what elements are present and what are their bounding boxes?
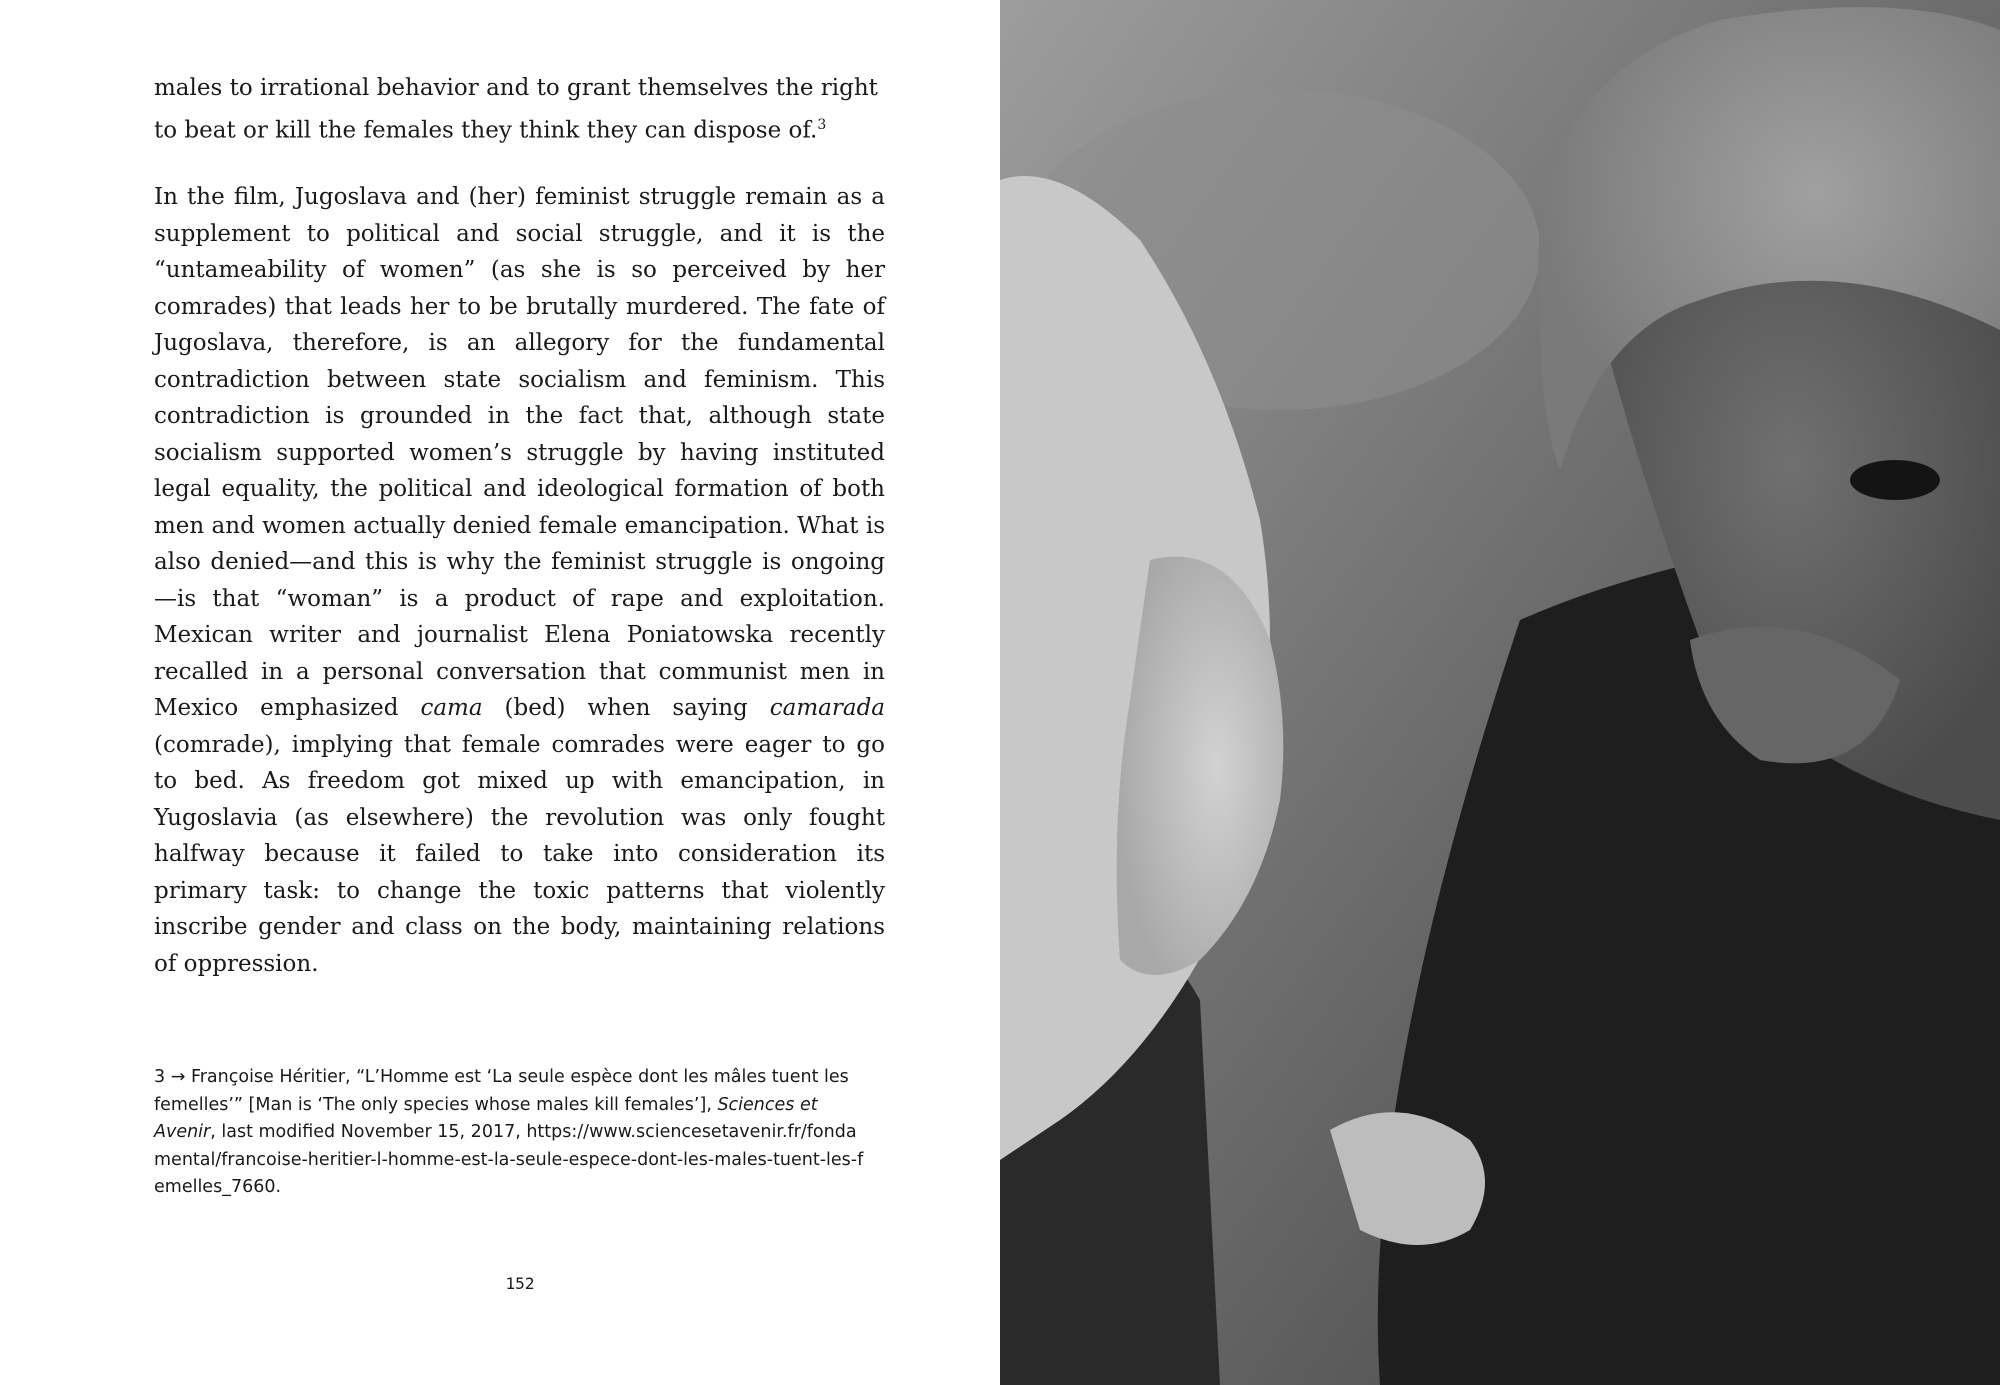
footnote-text-2: , last modified November 15, 2017, https://www.sciencesetavenir.fr/fondamental/francoise-heritier-l-homme-est-la-seule-espece-dont-les-males-tuent-les-femelles_7660.	[154, 1122, 864, 1197]
footnote-marker: 3 →	[154, 1067, 186, 1087]
paragraph-2-text-3: (comrade), implying that female comrades were eager to go to bed. As freedom got mixed up with emancipation, in Yugoslavia (as elsewhere) the revolution was only fought halfway because it failed to take into consideration its primary task: to change the toxic patterns that violently inscribe gender and class on the body, maintaining relations of oppression.	[154, 731, 885, 977]
paragraph-1-text: males to irrational behavior and to grant themselves the right to beat or kill the females they think they can dispose of.	[154, 75, 878, 144]
italic-term-cama: cama	[420, 695, 483, 721]
paragraph-2-text-1: In the film, Jugoslava and (her) feminist struggle remain as a supplement to political and social struggle, and it is the “untameability of women” (as she is so perceived by her comrades) that leads her to be brutally murdered. The fate of Jugoslava, therefore, is an allegory for the fundamental contradiction between state socialism and feminism. This contradiction is grounded in the fact that, although state socialism supported women’s struggle by having instituted legal equality, the political and ideological formation of both men and women actually denied female emancipation. What is also denied—and this is why the feminist struggle is ongoing—is that “woman” is a product of rape and exploitation. Mexican writer and journalist Elena Poniatowska recently recalled in a personal conversation that communist men in Mexico emphasized	[154, 184, 886, 721]
black-and-white-photograph	[1000, 0, 2000, 1385]
footnote-text-1: Françoise Héritier, “L’Homme est ‘La seule espèce dont les mâles tuent les femelles’” [Man is ‘The only species whose males kill females’],	[154, 1067, 849, 1115]
paragraph-2-text-2: (bed) when saying	[482, 695, 770, 721]
man-eye	[1850, 460, 1940, 500]
body-paragraph-1	[154, 70, 885, 149]
page-number: 152	[505, 1274, 535, 1293]
footnote-reference[interactable]: 3	[817, 116, 827, 133]
footnote-3	[154, 1064, 869, 1202]
body-paragraph-2	[154, 179, 885, 982]
italic-term-camarada: camarada	[769, 695, 886, 721]
footnote-publication-title: Sciences et Avenir	[154, 1094, 818, 1142]
